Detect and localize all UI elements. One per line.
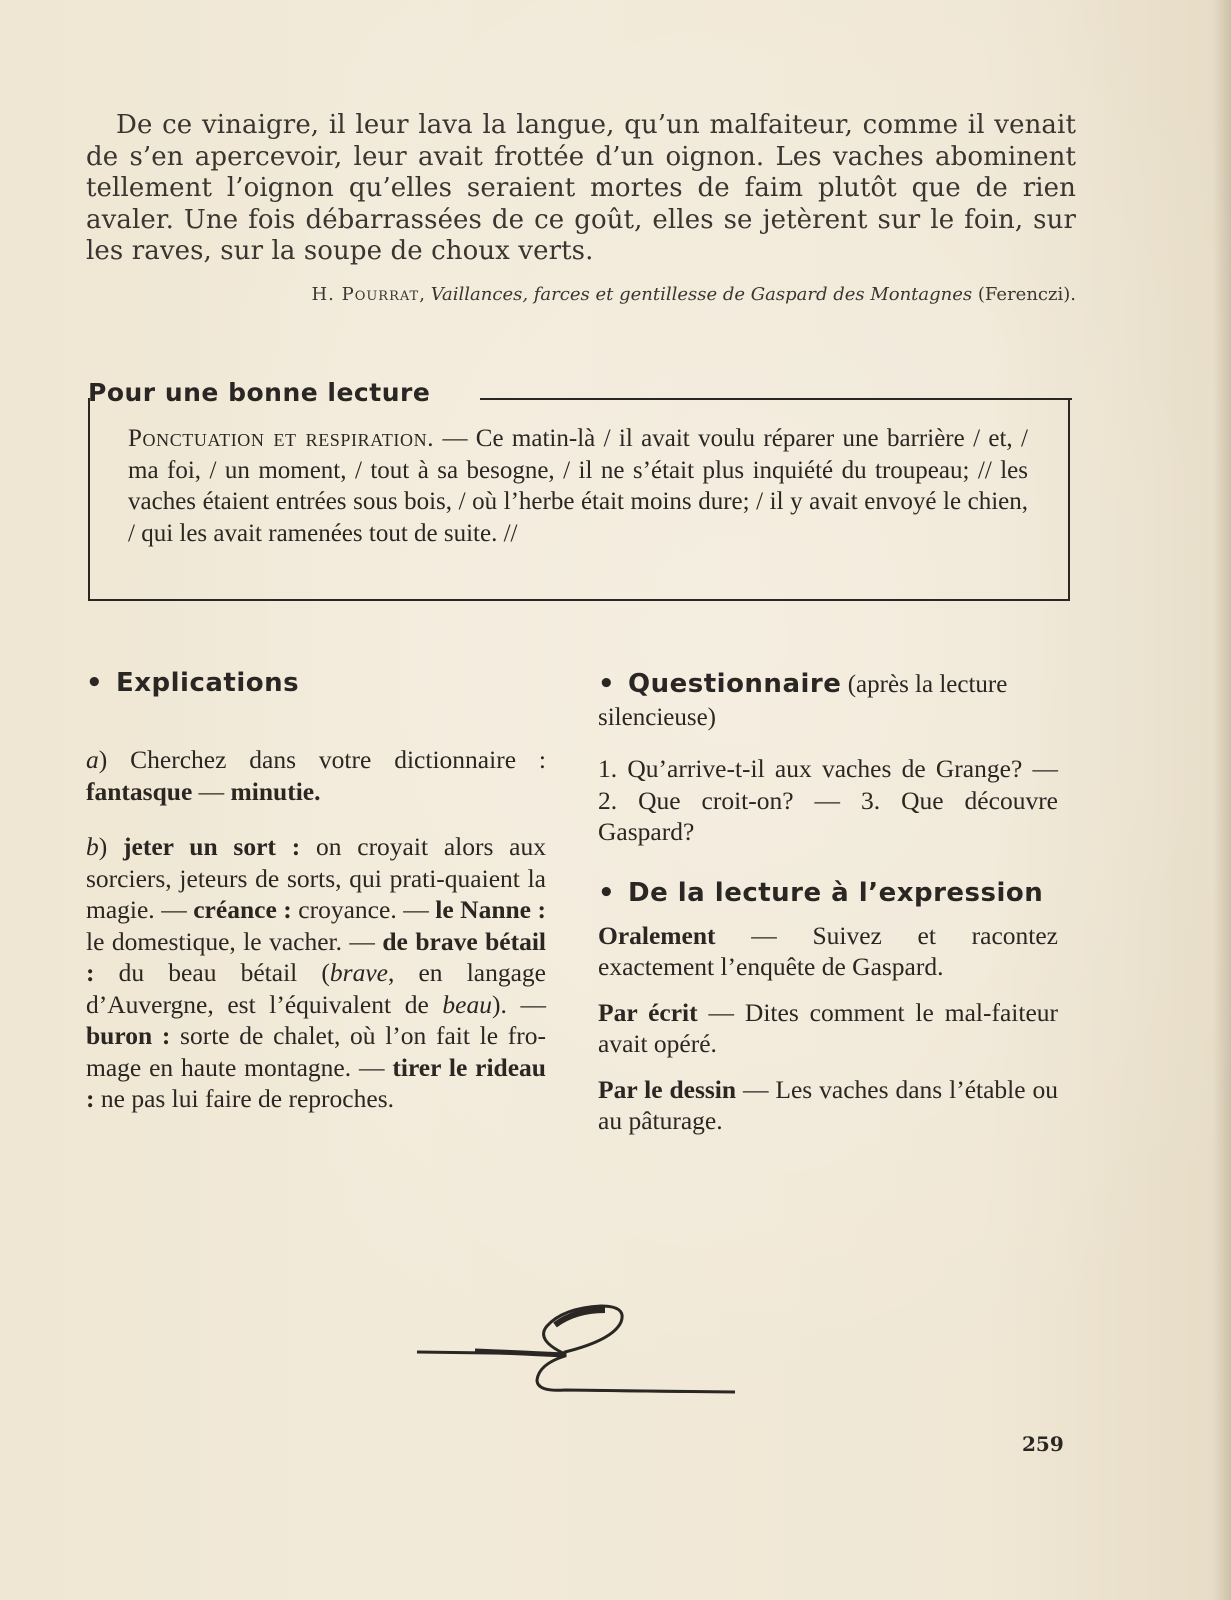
- explication-b: b) jeter un sort : on croyait alors aux sorciers, jeteurs de sorts, qui prati-quaient la magie. — créance : croyance. — le Nanne : le domestique, le vacher. — de brave bétail : du beau bétail (brave, en langage d’Auvergne, est l’équivalent de beau). — buron : sorte de chalet, où l’on fait le fro-mage en haute montagne. — tirer le rideau : ne pas lui faire de reproches.: [86, 832, 547, 1113]
- questionnaire-heading: • Questionnaire (après la lecture silencieuse): [598, 669, 1008, 731]
- expression-item: Par écrit — Dites comment le mal-faiteur avait opéré.: [598, 997, 1059, 1058]
- page-edge-shadow: [1213, 0, 1231, 1600]
- explications-heading: • Explications: [86, 668, 300, 698]
- citation: H. Pourrat, Vaillances, farces et gentillesse de Gaspard des Montagnes (Ferenczi).: [311, 284, 1076, 305]
- reading-box-heading: Pour une bonne lecture: [88, 378, 431, 407]
- citation-title: Vaillances, farces et gentillesse de Gaspard des Montagnes: [430, 284, 973, 305]
- questionnaire-questions: 1. Qu’arrive-t-il aux vaches de Grange? — 2. Que croit-on? — 3. Que découvre Gaspard?: [598, 754, 1058, 846]
- questionnaire-column: [598, 668, 1058, 1137]
- reading-box-lead: Ponctuation et respiration.: [128, 425, 435, 452]
- questionnaire-note: (après la lecture silencieuse): [598, 671, 1008, 731]
- citation-author: H. Pourrat: [311, 284, 420, 305]
- bullet-icon: •: [598, 669, 616, 699]
- reading-box-body: — Ce matin-là / il avait voulu réparer une barrière / et, / ma foi, / un moment, / tout à sa besogne, / il ne s’était plus inquiété du troupeau; // les vaches étaient entrées sous bois, / où l’herbe était moins dure; / il y avait envoyé le chien, / qui les avait ramenées tout de suite. //: [128, 425, 1028, 547]
- expression-item: Oralement — Suivez et racontez exactement l’enquête de Gaspard.: [598, 920, 1058, 981]
- reading-box-text: [128, 423, 1028, 549]
- explications-column: [86, 668, 546, 1115]
- page-number: 259: [1022, 1432, 1064, 1456]
- intro-paragraph: De ce vinaigre, il leur lava la langue, qu’un malfaiteur, comme il venait de s’en apercevoir, leur avait frottée d’un oignon. Les vaches abominent tellement l’oignon qu’elles seraient mortes de faim plutôt que de rien avaler. Une fois débarrassées de ce goût, elles se jetèrent sur le foin, sur les raves, sur la soupe de choux verts.: [86, 110, 1076, 266]
- bullet-icon: •: [598, 877, 616, 908]
- explication-a: a) Cherchez dans votre dictionnaire : fantasque — minutie.: [86, 745, 546, 806]
- decorative-flourish-icon: [415, 1300, 745, 1400]
- expression-item: Par le dessin — Les vaches dans l’étable ou au pâturage.: [598, 1074, 1059, 1135]
- citation-publisher: (Ferenczi).: [977, 284, 1076, 305]
- bullet-icon: •: [86, 668, 104, 698]
- expression-heading: • De la lecture à l’expression: [598, 877, 1044, 908]
